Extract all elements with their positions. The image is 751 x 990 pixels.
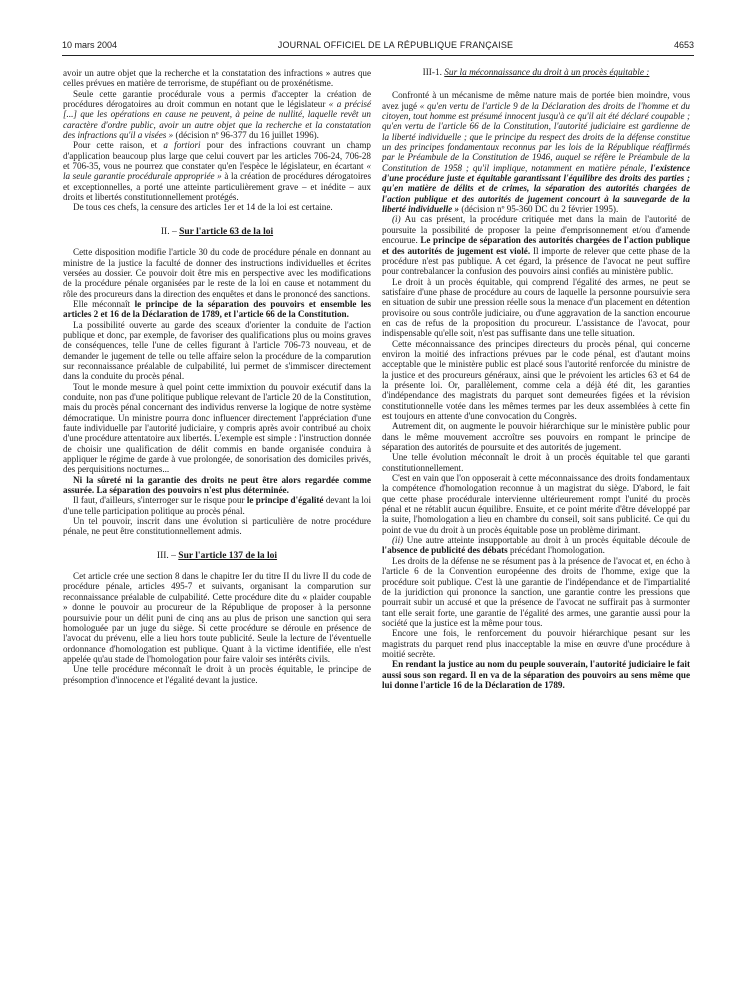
- text-run: (décision nº 95-360 DC du 2 février 1995).: [459, 204, 619, 215]
- section-title: Sur l'article 137 de la loi: [178, 550, 278, 561]
- text-run: devant la loi d'une telle participation politique au procès pénal.: [63, 495, 371, 516]
- paragraph: [382, 535, 690, 556]
- paragraph: [382, 90, 690, 214]
- paragraph: Tout le monde mesure à quel point cette immixtion du pouvoir exécutif dans la conduite, non pas d'une politique publique relevant de l'article 20 de la Constitution, mais du procès pénal concernant des individus renverse la logique de notre système démocratique. Un ministre pourra donc influencer directement l'appréciation d'une faute individuelle par l'autorité judiciaire, y compris après avoir contribué au choix d'une procédure attentatoire aux libertés. L'exemple est simple : l'instruction donnée de choisir une qualification de délit commis en bande organisée conduira à appliquer le régime de garde à vue prolongée, de sonorisation des domiciles privés, des perquisitions nocturnes...: [63, 381, 371, 475]
- text-run: à la création de procédures dérogatoires et exceptionnelles, a porté une atteinte particulièrement grave – et inédite – aux droits et libertés constitutionnellement protégés.: [63, 171, 371, 203]
- text-run: Il faut, d'ailleurs, s'interroger sur le risque pour: [73, 495, 247, 506]
- paragraph: [63, 89, 371, 141]
- quotation: « a précisé [...] que les opérations en cause ne peuvent, à peine de nullité, laquelle revêt un caractère d'ordre public, avoir un autre objet que la recherche et la constatation des infractions qu'il a visées »: [63, 99, 371, 141]
- header-date: 10 mars 2004: [62, 40, 118, 50]
- paragraph: C'est en vain que l'on opposerait à cette méconnaissance des droits fondamentaux la compétence d'homologation reconnue à un magistrat du siège. D'abord, le fait que cette phase procédurale intervienne ultérieurement rompt l'unité du procès pénal et ne rétablit aucun équilibre. Ensuite, et ce point mérite d'être développé par la suite, l'homologation a lieu en chambre du conseil, soit sans publicité. Ce qui du point de vue du droit à un procès équitable pose un problème dirimant.: [382, 473, 690, 535]
- item-marker: (ii): [392, 535, 404, 546]
- paragraph: Autrement dit, on augmente le pouvoir hiérarchique sur le ministère public pour dans le même mouvement accroître ses pouvoirs en rompant le principe de séparation des autorités de poursuite et des autorités de jugement.: [382, 421, 690, 453]
- section-heading: [63, 227, 371, 237]
- paragraph: Encore une fois, le renforcement du pouvoir hiérarchique pesant sur les magistrats du parquet rend plus inacceptable la mise en œuvre d'une procédure à moitié secrète.: [382, 628, 690, 659]
- header-journal-title: JOURNAL OFFICIEL DE LA RÉPUBLIQUE FRANÇAISE: [277, 40, 514, 50]
- paragraph: Le droit à un procès équitable, qui comprend l'égalité des armes, ne peut se satisfaire d'une phase de procédure au cours de laquelle la personne poursuivie sera en situation de subir une pression réelle sous la menace d'un placement en détention provisoire ou sous contrôle judiciaire, ou d'une aggravation de la sanction encourue en cas de refus de la proposition du procureur. L'assistance de l'avocat, pour indispensable qu'elle soit, n'est pas suffisante dans une telle situation.: [382, 276, 690, 339]
- paragraph: Cette méconnaissance des principes directeurs du procès pénal, qui concerne environ la moitié des infractions prévues par le code pénal, est d'autant moins acceptable que le ministère public est placé sous l'autorité renforcée du ministre de la justice et des procureurs généraux, ainsi que le prévoient les articles 63 et 64 de la présente loi. Or, parallèlement, comme cela a déjà été dit, les garanties d'indépendance des magistrats du parquet sont demeurées figées et la révision constitutionnelle votée dans les mêmes termes par les deux assemblées à cette fin est toujours en attente d'une convocation du Congrès.: [382, 338, 690, 421]
- emphasis: le principe de la séparation des pouvoirs et ensemble les articles 2 et 16 de la Déclaration de 1789, et l'article 66 de la Constitution.: [63, 298, 371, 320]
- left-column: [63, 68, 371, 685]
- section-number: III. –: [156, 550, 179, 561]
- section-number: II. –: [160, 226, 180, 237]
- page-header: [62, 38, 694, 52]
- text-run: précédant l'homologation.: [507, 545, 605, 556]
- item-marker: (i): [392, 214, 401, 225]
- paragraph: Une telle procédure méconnaît le droit à un procès équitable, le principe de présomption d'innocence et l'égalité devant la justice.: [63, 664, 371, 685]
- quotation: « qu'en vertu de l'article 9 de la Déclaration des droits de l'homme et du citoyen, tout homme est présumé innocent jusqu'à ce qu'il ait été déclaré coupable ; qu'en vertu de l'article 66 de la Constitution, l'autorité judiciaire est gardienne de la liberté individuelle ; que le principe du respect des droits de la défense constitue un des principes fondamentaux reconnus par les lois de la République réaffirmés par le Préambule de la Constitution de 1946, auquel se réfère le Préambule de la Constitution de 1958 ; qu'il implique, notamment en matière pénale,: [382, 100, 690, 173]
- paragraph: [63, 299, 371, 320]
- text-run: pour des infractions couvrant un champ d'application beaucoup plus large que celui couvert par les articles 706-24, 706-28 et 706-35, vous ne pourrez que constater qu'en l'espèce le législateur, en écartant: [63, 140, 371, 172]
- emphasis: a fortiori: [163, 140, 201, 151]
- quotation: « la seule garantie procédurale appropriée »: [63, 161, 371, 182]
- header-divider: [62, 55, 694, 56]
- quotation-emphasis: l'existence d'une procédure juste et équitable garantissant l'équilibre des droits des parties ; qu'en matière de délits et de crimes, la séparation des autorités chargées de l'action publique et des autorités de jugement concourt à la sauvegarde de la liberté individuelle »: [382, 162, 690, 215]
- paragraph: Une telle évolution méconnaît le droit à un procès équitable tel que garanti constitutionnellement.: [382, 452, 690, 473]
- paragraph: Cet article crée une section 8 dans le chapitre Ier du titre II du livre II du code de procédure pénale, articles 495-7 et suivants, organisant la comparution sur reconnaissance préalable de culpabilité. Cette procédure dite du « plaider coupable » donne le pouvoir au procureur de la République de proposer à la personne poursuivie pour un délit puni de cinq ans au plus de prison une sanction qui sera homologuée par un juge du siège. Si cette procédure se déroule en présence de l'avocat du prévenu, elle a lieu hors toute publicité. Seule la lecture de l'éventuelle ordonnance d'homologation est publique. Quant à la victime identifiée, elle n'est appelée qu'au stade de l'homologation pour faire valoir ses intérêts civils.: [63, 571, 371, 664]
- emphasis: le principe d'égalité: [246, 495, 324, 506]
- paragraph: [382, 214, 690, 276]
- paragraph: [63, 495, 371, 516]
- paragraph: [63, 140, 371, 202]
- paragraph: Cette disposition modifie l'article 30 du code de procédure pénale en donnant au ministre de la justice la faculté de donner des instructions individuelles et écrites versées au dossier. Ce pouvoir doit être mis en perspective avec les modifications de la procédure pénale organisées par le reste de la loi en cause et notamment du rôle des procureurs dans la direction des enquêtes et dans le prononcé des sanctions.: [63, 247, 371, 299]
- section-title: Sur la méconnaissance du droit à un procès équitable :: [444, 68, 650, 78]
- header-page-number: 4653: [673, 40, 694, 50]
- emphasis: l'absence de publicité des débats: [382, 545, 508, 556]
- paragraph: Un tel pouvoir, inscrit dans une évolution si particulière de notre procédure pénale, ne peut être constitutionnellement admis.: [63, 516, 371, 537]
- section-number: III-1.: [422, 68, 445, 78]
- paragraph: Ni la sûreté ni la garantie des droits ne peut être alors regardée comme assurée. La séparation des pouvoirs n'est plus déterminée.: [63, 474, 371, 496]
- paragraph: En rendant la justice au nom du peuple souverain, l'autorité judiciaire le fait aussi sous son regard. Il en va de la séparation des pouvoirs au sens même que lui donne l'article 16 de la Déclaration de 1789.: [382, 659, 691, 690]
- emphasis: Le principe de séparation des autorités chargées de l'action publique et des autorités de jugement est violé.: [382, 235, 690, 256]
- text-run: (décision nº 96-377 du 16 juillet 1996).: [173, 130, 319, 141]
- text-run: Au cas présent, la procédure critiquée met dans la main de l'autorité de poursuite la possibilité de proposer la peine d'emprisonnement et/ou d'amende encourue.: [382, 214, 690, 246]
- paragraph: De tous ces chefs, la censure des articles 1er et 14 de la loi est certaine.: [73, 202, 333, 213]
- section-heading: [382, 68, 690, 78]
- text-run: Elle méconnaît: [73, 298, 135, 309]
- right-column: [382, 68, 690, 690]
- text-run: Confronté à un mécanisme de même nature mais de portée bien moindre, vous avez jugé: [382, 90, 690, 111]
- section-heading: [63, 551, 371, 561]
- text-run: Une autre atteinte insupportable au droit à un procès équitable découle de: [403, 535, 690, 546]
- section-title: Sur l'article 63 de la loi: [179, 226, 274, 237]
- text-run: Il importe de relever que cette phase de la procédure n'est pas publique. A cet égard, la présence de l'avocat ne peut suffire pour contrebalancer la confusion des pouvoirs ainsi confiés au ministère public.: [382, 245, 691, 277]
- text-run: Seule cette garantie procédurale vous a permis d'accepter la création de procédures dérogatoires au droit commun en notant que le législateur: [63, 88, 371, 110]
- paragraph: La possibilité ouverte au garde des sceaux d'orienter la conduite de l'action publique et donc, par exemple, de favoriser des qualifications plus ou moins graves de conséquences, telle l'une de celles figurant à l'article 706-73 nouveau, et de demander le jugement de telle ou telle affaire selon la procédure de la comparution sur reconnaissance préalable de culpabilité, lui permet de s'immiscer directement dans la conduite du procès pénal.: [63, 319, 371, 382]
- paragraph: avoir un autre objet que la recherche et la constatation des infractions » autres que celles prévues en matière de terrorisme, de stupéfiant ou de proxénétisme.: [63, 68, 371, 89]
- text-run: Pour cette raison, et: [73, 140, 164, 151]
- paragraph: Les droits de la défense ne se résument pas à la présence de l'avocat et, en écho à l'article 6 de la Convention européenne des droits de l'homme, exige que la procédure soit publique. C'est là une garantie de l'indépendance et de l'impartialité de la juridiction qui prononce la sanction, une garantie contre les pressions que pourrait subir un accusé et que la présence de l'avocat ne suffirait pas à surmonter tant elle serait forte, une garantie de l'égalité des armes, une garantie aussi pour la société que la justice est la même pour tous.: [382, 555, 690, 628]
